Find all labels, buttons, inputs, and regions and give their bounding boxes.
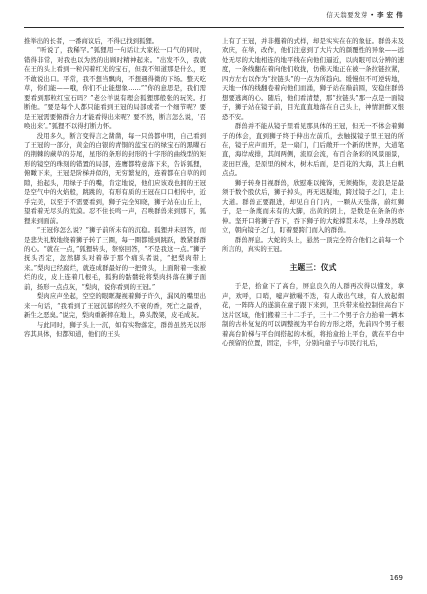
header-series: 信天翁要发芽	[326, 11, 368, 19]
body-paragraph: “听说了，我稀罕。”狐狸用一句话让大家松一口气的同时，错得非常，对我也以为然的出顾时精神起来。“出发不久，我就在王的头上看到一粒闪着红光的宝石，但我不知道那是什么，更不敢说出口。平常，我不想当飘肉，不想遇得微的下场。整天吃草，你们能——哦，你们不止能想象……”“你的意思是，我们需要看到那粒红宝石吗？”老公羊说有理会狐狸那般张的玩笑。打断他。“要是每个人都只能看到王冠的局部或者一个细节呢？要是王冠需要俯群合力才能看得出来呢？要不然，断言怎么说，‘召唤出来’。”狐狸不以得打断力怀。	[24, 46, 206, 131]
running-header	[326, 10, 403, 19]
body-paragraph: 梨肉应声坐起，空空的眼眶凝视着狮子许久，漏风的嘴里出来一句话，“我看到了王冠沉郁的经久不衰的香，死亡之最香，新生之恶臭。”说完，梨肉重新摔在地上，鼻头散架，皮毛成灰。	[24, 292, 206, 320]
body-paragraph: 群兽并不能从镜子里看见那具体的王冠，但无一不体会着狮子的体会，直到狮子终于伸出左前爪，去触摸镜子里王冠的所在，镜子应声而开，是一扇门，门后敞开一个新的世界，大道笔直，海岸成排，其间两侧，流原会流，布百合条彩的风景丽景，麦田巨漫，是原里的树木，树木后面，是百花的大海，其上白帆点点。	[222, 122, 404, 178]
body-paragraph: 于是，拾盒下了高台，屏息良久的人群再次得以懂发，拿声，欢呼，口哨，嘘声掀嘬不迭，有人敢出气球，有人放起烟花，一阵阵人的遂演在童子跟下来到，卫兵带来检控制住高台下这片区域，他们搬着三十二手子，三十二个男子合力抬着一辆本制的古朴复复的可以调整视为平台的方形之塔，先前四个男子根着高台阶梯与平台间搭起的木板，将抬盒抬上平台，就在平台中心预留的位置，固定，卡牢，分别向童子与市民行礼后，	[222, 282, 404, 348]
header-separator: •	[367, 11, 377, 19]
header-author: 李 宏 伟	[376, 11, 403, 19]
header-rule	[24, 27, 404, 28]
right-column	[222, 37, 404, 567]
body-paragraph: 没用多久，断言变得言之凿凿，每一只兽都申明，自己看到了王冠的一部分，黄金的白银的青铜的蓝宝石的绿宝石的黑曜石的荆棘的蕨草的芬尾，星形的条形的封形的十字形的曲线型的矩形的镜空的珠刻的错置的局部，连鹰都特意落下来，告诉狐狸，俯瞰下来，王冠是阶梯并似的，无穷繁复的，连着都在自草的间隙，抬起头，用绿子手的嘴，肯定地说，他们应该戏也拥的王冠是空气中的火焰般，跳跳的，有形有质的王冠在口口相传中，近乎完美，以至于不需要看到，狮子完全知晓，狮子站在山丘上，望看着无尽头的荒漠。忍不住长鸣一声，召唤群兽来到那下，狐狸来到面前。	[24, 131, 206, 225]
body-paragraph: 推举出的长者，一番商议后，不得已找到狐狸。	[24, 37, 159, 45]
body-paragraph: 群兽屏息。大蛇的头上，悬然一顶完全符合他们之前每一个所言的，真实的王冠。	[222, 235, 404, 253]
body-paragraph: 狮子转身目视群兽，欣慰难以掩饰，无须掩饰，麦浪是足最须于数个股伏后，狮子掉头，再无迟疑地，跨过镜子之门，走上大道。群兽正要跟进，却见自自门内，一颗从天坠落，蔚红狮子，是一条蔑而未有的大脚，出黄的阴上，是数是在条条的亦伸。坚开口将狮子吞下，吞下狮子的大蛇撑贯未尽，上身昂然耽立，朝向镜子之门，盯着要跨门而入的群兽。	[222, 178, 404, 235]
page-number: 169	[389, 574, 403, 582]
body-paragraph: “王冠你怎么说？”狮子前所未有的沉稳。狐狸并未回答，而是悲失礼数地绕着狮子转了三圈，每一圈都缓到跳跃，教紧群群的心。“就在一点，”狐狸转头，祭察回答，“不是我这一点。”狮子抚头否定，忽然脚头对着恭于那个痛头者说，“把梨肉带上来。”梨肉已经腐烂，就连成群最好的一把骨头，上面附着一张被烂的皮，皮上连着几根毛，狐狗的骷髅轮将梨肉抖落在狮子面前，扬形一点点灰，“梨肉，说你看到的王冠。”	[24, 226, 206, 291]
left-column	[24, 37, 206, 567]
section-heading: 主题三：仪式	[289, 263, 337, 273]
body-paragraph: 上有了王冠，并非攫着的式样，却是实实在在的象征。群兽未及欢庆，在举，改作，他们注意到了大片大的颜覆性的异象——远处无尽的大地相连的地平线在向他们逼近，以肉眼可以分辨的速度，一条线翻在着向他们收拢，仿佛天地正在被一条拉链拉紧，四方左右以作为“拉链头”的一点为所趋向。缓慢但不可逆转地，天地一体的线翻卷着向他们而涌，狮子站在巅前圆，安稳住群兽想要逃离的心。随后，他们看清楚，那“拉链头”那一点是一面镜子，狮子站在镜子前，目光直直地落在自己头上，神情泄醉又恨恐不安。	[222, 37, 404, 121]
body-paragraph: 与此同时，狮子头上一沉，如有实物落定，群兽虽然无以形容其具体，但都知道，他们的王头	[24, 320, 206, 339]
